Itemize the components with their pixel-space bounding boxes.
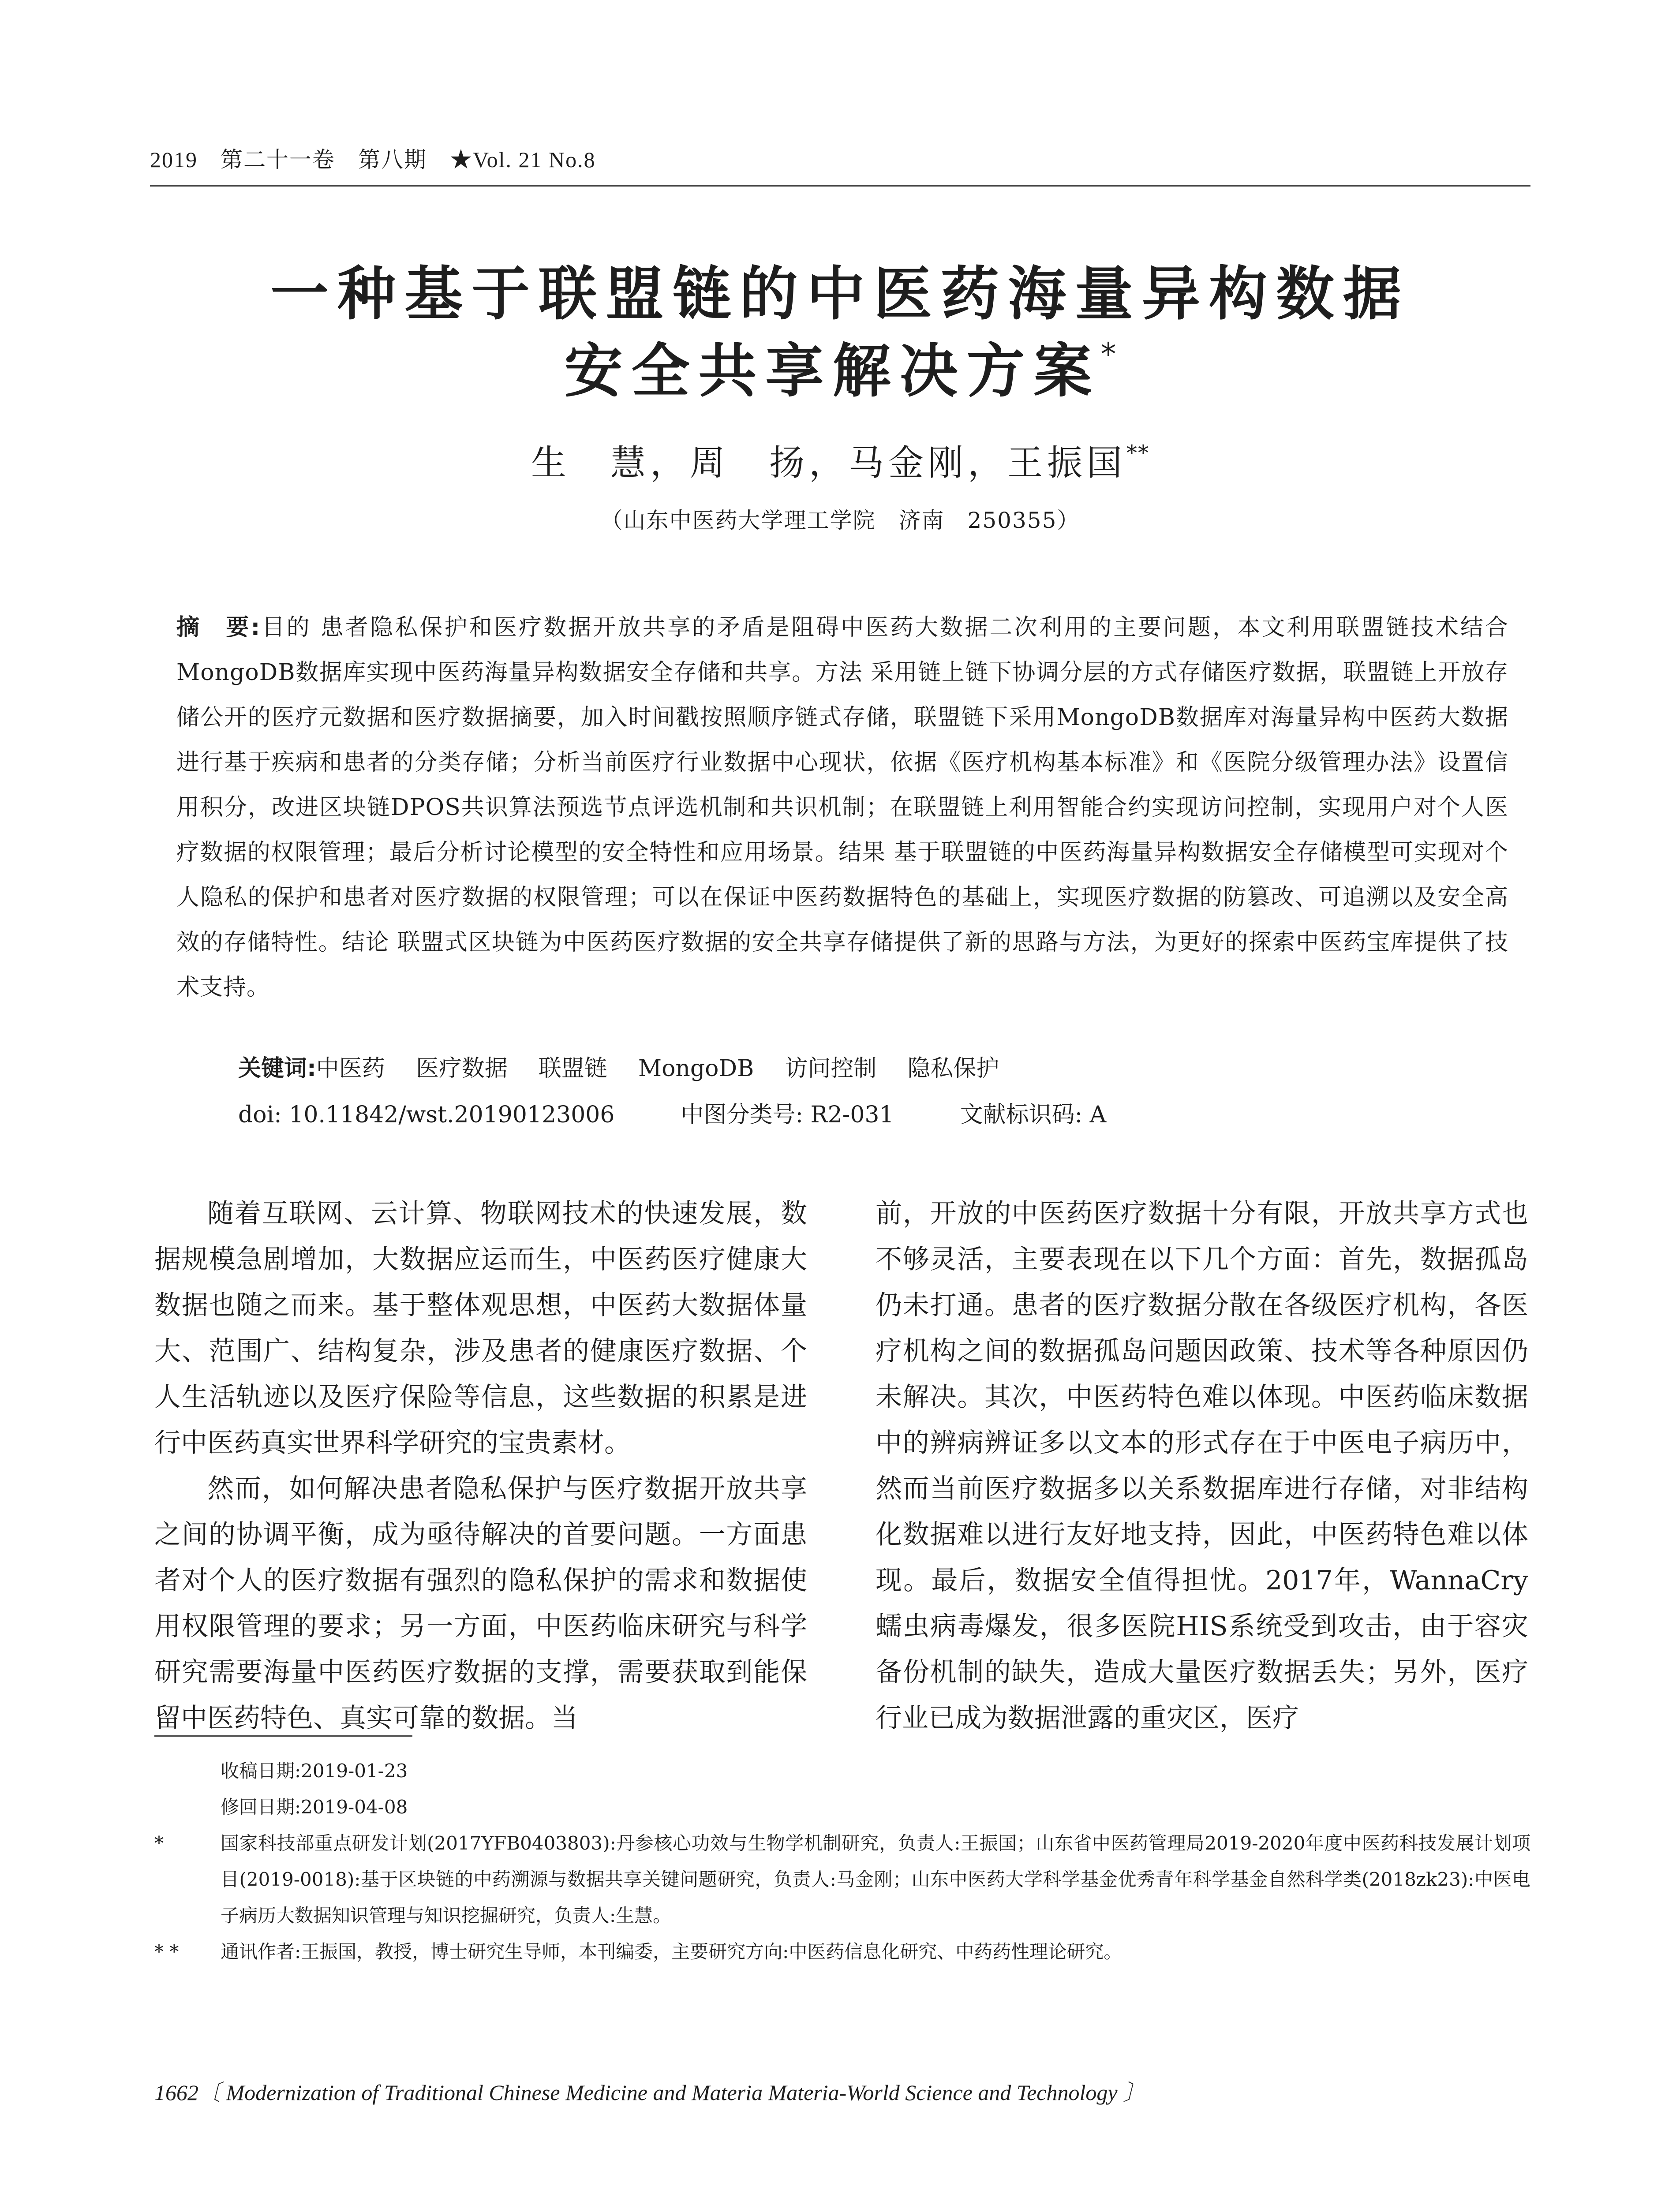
- keyword: 访问控制: [785, 1055, 877, 1082]
- keyword: 联盟链: [538, 1055, 607, 1082]
- author-names: 生 慧，周 扬，马金刚，王振国: [531, 442, 1126, 483]
- title-line-2: [150, 324, 1530, 408]
- abstract: [176, 605, 1508, 1010]
- received-date: 收稿日期:2019-01-23: [221, 1760, 408, 1782]
- footnote-received: [154, 1753, 1530, 1789]
- footnote-fund: [154, 1825, 1530, 1934]
- keyword: 中医药: [316, 1055, 385, 1082]
- title-line-1: 一种基于联盟链的中医药海量异构数据: [270, 260, 1410, 328]
- keywords-label: 关键词:: [238, 1055, 316, 1082]
- revised-date: 修回日期:2019-04-08: [221, 1796, 408, 1818]
- body-paragraph: 随着互联网、云计算、物联网技术的快速发展，数据规模急剧增加，大数据应运而生，中医药医疗健康大数据也随之而来。基于整体观思想，中医药大数据体量大、范围广、结构复杂，涉及患者的健康医疗数据、个人生活轨迹以及医疗保险等信息，这些数据的积累是进行中医药真实世界科学研究的宝贵素材。: [154, 1198, 807, 1458]
- abstract-label: 摘 要:: [176, 614, 261, 641]
- fund-mark: *: [154, 1832, 164, 1854]
- document-code: 文献标识码: A: [960, 1102, 1107, 1128]
- fund-text: 国家科技部重点研发计划(2017YFB0403803):丹参核心功效与生物学机制研究，负责人:王振国；山东省中医药管理局2019-2020年度中医药科技发展计划项目(2019-0018):基于区块链的中药溯源与数据共享关键问题研究，负责人:马金刚；山东中医药大学科学基金优秀青年科学基金自然科学类(2018zk23):中医电子病历大数据知识管理与知识挖掘研究，负责人:生慧。: [221, 1832, 1530, 1926]
- header-rule: [150, 185, 1530, 187]
- keyword: MongoDB: [638, 1055, 754, 1082]
- page-footer: 1662〔 Modernization of Traditional Chinese Medicine and Materia Materia-World Science and Technology 〕: [154, 2080, 1145, 2105]
- doi: doi: 10.11842/wst.20190123006: [238, 1102, 615, 1128]
- keyword: 医疗数据: [415, 1055, 508, 1082]
- footnote-revised: [154, 1789, 1530, 1825]
- body-paragraph: 然而，如何解决患者隐私保护与医疗数据开放共享之间的协调平衡，成为亟待解决的首要问题。一方面患者对个人的医疗数据有强烈的隐私保护的需求和数据使用权限管理的要求；另一方面，中医药临床研究与科学研究需要海量中医药医疗数据的支撑，需要获取到能保留中医药特色、真实可靠的数据。当: [154, 1473, 807, 1734]
- running-head: 2019 第二十一卷 第八期 ★Vol. 21 No.8: [150, 147, 596, 172]
- footnote-corresponding: [154, 1934, 1530, 1970]
- body-paragraph: 前，开放的中医药医疗数据十分有限，开放共享方式也不够灵活，主要表现在以下几个方面：首先，数据孤岛仍未打通。患者的医疗数据分散在各级医疗机构，各医疗机构之间的数据孤岛问题因政策、技术等各种原因仍未解决。其次，中医药特色难以体现。中医药临床数据中的辨病辨证多以文本的形式存在于中医电子病历中，然而当前医疗数据多以关系数据库进行存储，对非结构化数据难以进行友好地支持，因此，中医药特色难以体现。最后，数据安全值得担忧。2017年，WannaCry蠕虫病毒爆发，很多医院HIS系统受到攻击，由于容灾备份机制的缺失，造成大量医疗数据丢失；另外，医疗行业已成为数据泄露的重灾区，医疗: [876, 1198, 1528, 1734]
- article-identifiers: [238, 1096, 1172, 1129]
- abstract-text: 目的 患者隐私保护和医疗数据开放共享的矛盾是阻碍中医药大数据二次利用的主要问题，本文利用联盟链技术结合MongoDB数据库实现中医药海量异构数据安全存储和共享。方法 采用链上链下协调分层的方式存储医疗数据，联盟链上开放存储公开的医疗元数据和医疗数据摘要，加入时间戳按照顺序链式存储，联盟链下采用MongoDB数据库对海量异构中医药大数据进行基于疾病和患者的分类存储；分析当前医疗行业数据中心现状，依据《医疗机构基本标准》和《医院分级管理办法》设置信用积分，改进区块链DPOS共识算法预选节点评选机制和共识机制；在联盟链上利用智能合约实现访问控制，实现用户对个人医疗数据的权限管理；最后分析讨论模型的安全特性和应用场景。结果 基于联盟链的中医药海量异构数据安全存储模型可实现对个人隐私的保护和患者对医疗数据的权限管理；可以在保证中医药数据特色的基础上，实现医疗数据的防篡改、可追溯以及安全高效的存储特性。结论 联盟式区块链为中医药医疗数据的安全共享存储提供了新的思路与方法，为更好的探索中医药宝库提供了技术支持。: [176, 614, 1508, 1001]
- affiliation: （山东中医药大学理工学院 济南 250355）: [600, 508, 1080, 533]
- title-footnote-mark: *: [1100, 336, 1116, 372]
- author-list: [150, 434, 1530, 485]
- footnote-rule: [154, 1735, 412, 1737]
- title-line-2-text: 安全共享解决方案: [564, 337, 1101, 405]
- corresponding-text: 通讯作者:王振国，教授，博士研究生导师，本刊编委，主要研究方向:中医药信息化研究、中药药性理论研究。: [221, 1941, 1122, 1962]
- body-column-right: [876, 1191, 1528, 1741]
- footnotes: [154, 1753, 1530, 1970]
- body-column-left: [154, 1191, 807, 1741]
- clc-number: 中图分类号: R2-031: [681, 1102, 894, 1128]
- keyword: 隐私保护: [907, 1055, 999, 1082]
- author-footnote-mark: **: [1126, 441, 1149, 465]
- keywords: [238, 1050, 1030, 1083]
- corresponding-mark: * *: [154, 1941, 179, 1962]
